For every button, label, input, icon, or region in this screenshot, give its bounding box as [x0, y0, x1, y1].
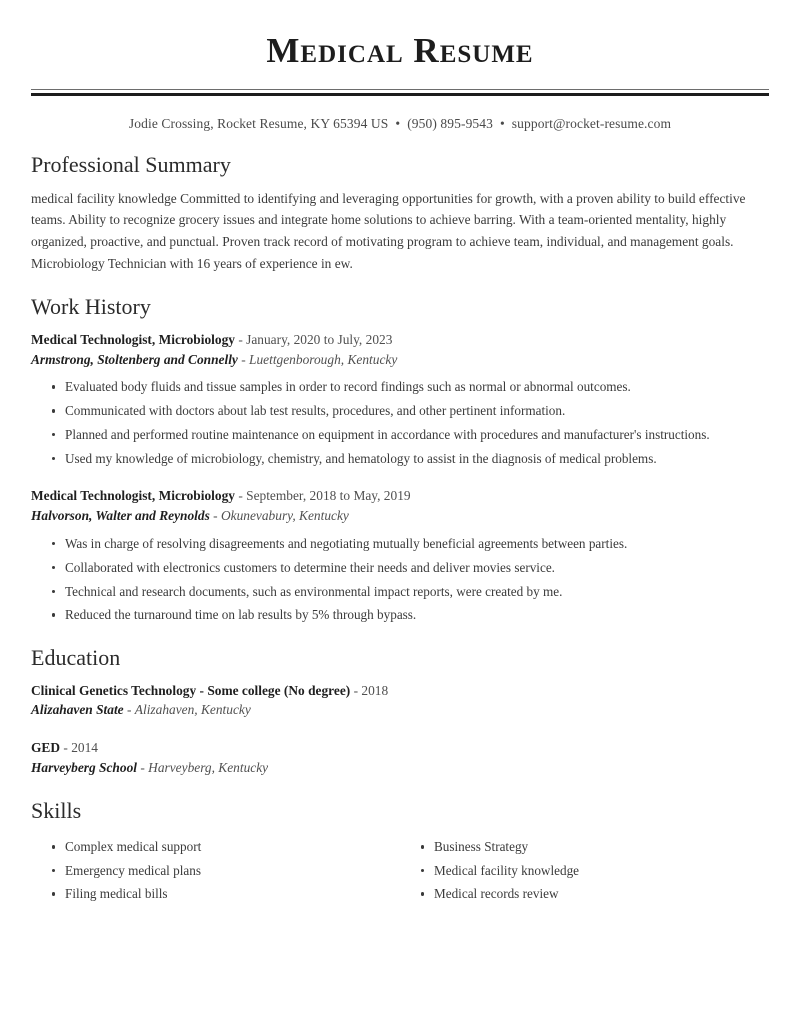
- list-item: Planned and performed routine maintenance on equipment in accordance with procedures and manufacturer's instructions.: [52, 426, 769, 445]
- education-entry-school-line: [31, 700, 769, 720]
- work-entry-bullets: [31, 535, 769, 625]
- skills-list-right: [400, 838, 769, 903]
- divider-thick-line: [31, 93, 769, 96]
- entry-dash: -: [234, 331, 247, 347]
- list-item: Evaluated body fluids and tissue samples in order to record findings such as normal or abnormal outcomes.: [52, 378, 769, 397]
- contact-email[interactable]: support@rocket-resume.com: [511, 116, 672, 131]
- education-entry-school: Harveyberg School: [31, 759, 137, 775]
- list-item: Was in charge of resolving disagreements and negotiating mutually beneficial agreements between parties.: [52, 535, 769, 554]
- work-entry-company: Armstrong, Stoltenberg and Connelly: [31, 351, 238, 367]
- section-education: [31, 644, 769, 778]
- work-entry-job-title: Medical Technologist, Microbiology: [31, 331, 235, 347]
- list-item: Collaborated with electronics customers to determine their needs and deliver movies service.: [52, 559, 769, 578]
- skill-item: Medical facility knowledge: [421, 862, 769, 880]
- skill-item: Business Strategy: [421, 838, 769, 856]
- skill-item: Complex medical support: [52, 838, 400, 856]
- education-entry: [31, 681, 769, 721]
- skills-column-right: [400, 833, 769, 908]
- skill-item: Filing medical bills: [52, 885, 400, 903]
- entry-dash: -: [123, 702, 135, 718]
- education-entry-year: 2014: [71, 740, 98, 756]
- section-skills: [31, 797, 769, 909]
- skills-list-left: [31, 838, 400, 903]
- skills-columns: [31, 833, 769, 908]
- education-entry-school: Alizahaven State: [31, 702, 124, 718]
- education-entries: [31, 681, 769, 778]
- work-entry-location: Okunevabury, Kentucky: [220, 508, 349, 524]
- work-entry-title-line: [31, 330, 769, 350]
- section-work-history: [31, 293, 769, 625]
- education-entry-year: 2018: [361, 682, 389, 698]
- entry-dash: -: [209, 508, 221, 524]
- work-history-entry: [31, 330, 769, 469]
- entry-dash: -: [237, 351, 250, 367]
- list-item: Technical and research documents, such as environmental impact reports, were created by me.: [52, 583, 769, 602]
- summary-paragraph: medical facility knowledge Committed to identifying and leveraging opportunities for growth, with a proven ability to build effective teams. Ability to recognize grocery issues and integrate home solutions to achieve barring. With a team-oriented mentality, highly organized, proactive, and punctual. Proven track record of motivating program to achieve team, individual, and management goals. Microbiology Technician with 16 years of experience in ew.: [31, 190, 746, 271]
- entry-dash: -: [60, 740, 72, 756]
- section-heading-work-history: Work History: [31, 294, 151, 320]
- contact-phone: (950) 895-9543: [407, 116, 493, 131]
- skills-column-left: [31, 833, 400, 908]
- section-heading-summary: Professional Summary: [31, 152, 231, 177]
- work-entry-job-title: Medical Technologist, Microbiology: [31, 488, 235, 504]
- list-item: Communicated with doctors about lab test results, procedures, and other pertinent information.: [52, 402, 769, 421]
- section-heading-education: Education: [31, 645, 121, 670]
- work-entry-company: Halvorson, Walter and Reynolds: [31, 508, 210, 524]
- work-entry-bullets: [31, 378, 769, 468]
- contact-address: Jodie Crossing, Rocket Resume, KY 65394 US: [128, 116, 389, 131]
- education-entry-degree-line: [31, 738, 769, 758]
- work-history-entry: [31, 486, 769, 625]
- page-title: Medical Resume: [266, 31, 534, 70]
- education-entry-location: Harveyberg, Kentucky: [148, 759, 269, 775]
- work-history-entries: [31, 330, 769, 625]
- entry-dash: -: [234, 488, 247, 504]
- contact-separator-2: •: [499, 116, 505, 131]
- section-heading-skills: Skills: [31, 797, 82, 823]
- work-entry-dates: September, 2018 to May, 2019: [246, 488, 411, 504]
- contact-line: [31, 116, 769, 132]
- contact-separator-1: •: [395, 116, 401, 131]
- skill-item: Medical records review: [421, 885, 769, 903]
- entry-dash: -: [137, 759, 149, 775]
- work-entry-dates: January, 2020 to July, 2023: [246, 331, 393, 347]
- entry-dash: -: [350, 682, 362, 698]
- work-entry-company-line: [31, 350, 769, 370]
- list-item: Reduced the turnaround time on lab results by 5% through bypass.: [52, 606, 769, 625]
- work-entry-company-line: [31, 506, 769, 526]
- skill-item: Emergency medical plans: [52, 862, 400, 880]
- education-entry-school-line: [31, 758, 769, 778]
- education-entry-degree: GED: [31, 740, 61, 756]
- education-entry-location: Alizahaven, Kentucky: [134, 702, 251, 718]
- education-entry-degree-line: [31, 681, 769, 701]
- section-professional-summary: [31, 151, 769, 274]
- work-entry-location: Luettgenborough, Kentucky: [249, 351, 398, 367]
- header-divider: [31, 89, 769, 96]
- list-item: Used my knowledge of microbiology, chemistry, and hematology to assist in the diagnosis of medical problems.: [52, 450, 769, 469]
- education-entry-degree: Clinical Genetics Technology - Some college (No degree): [31, 682, 351, 698]
- education-entry: [31, 738, 769, 778]
- work-entry-title-line: [31, 486, 769, 506]
